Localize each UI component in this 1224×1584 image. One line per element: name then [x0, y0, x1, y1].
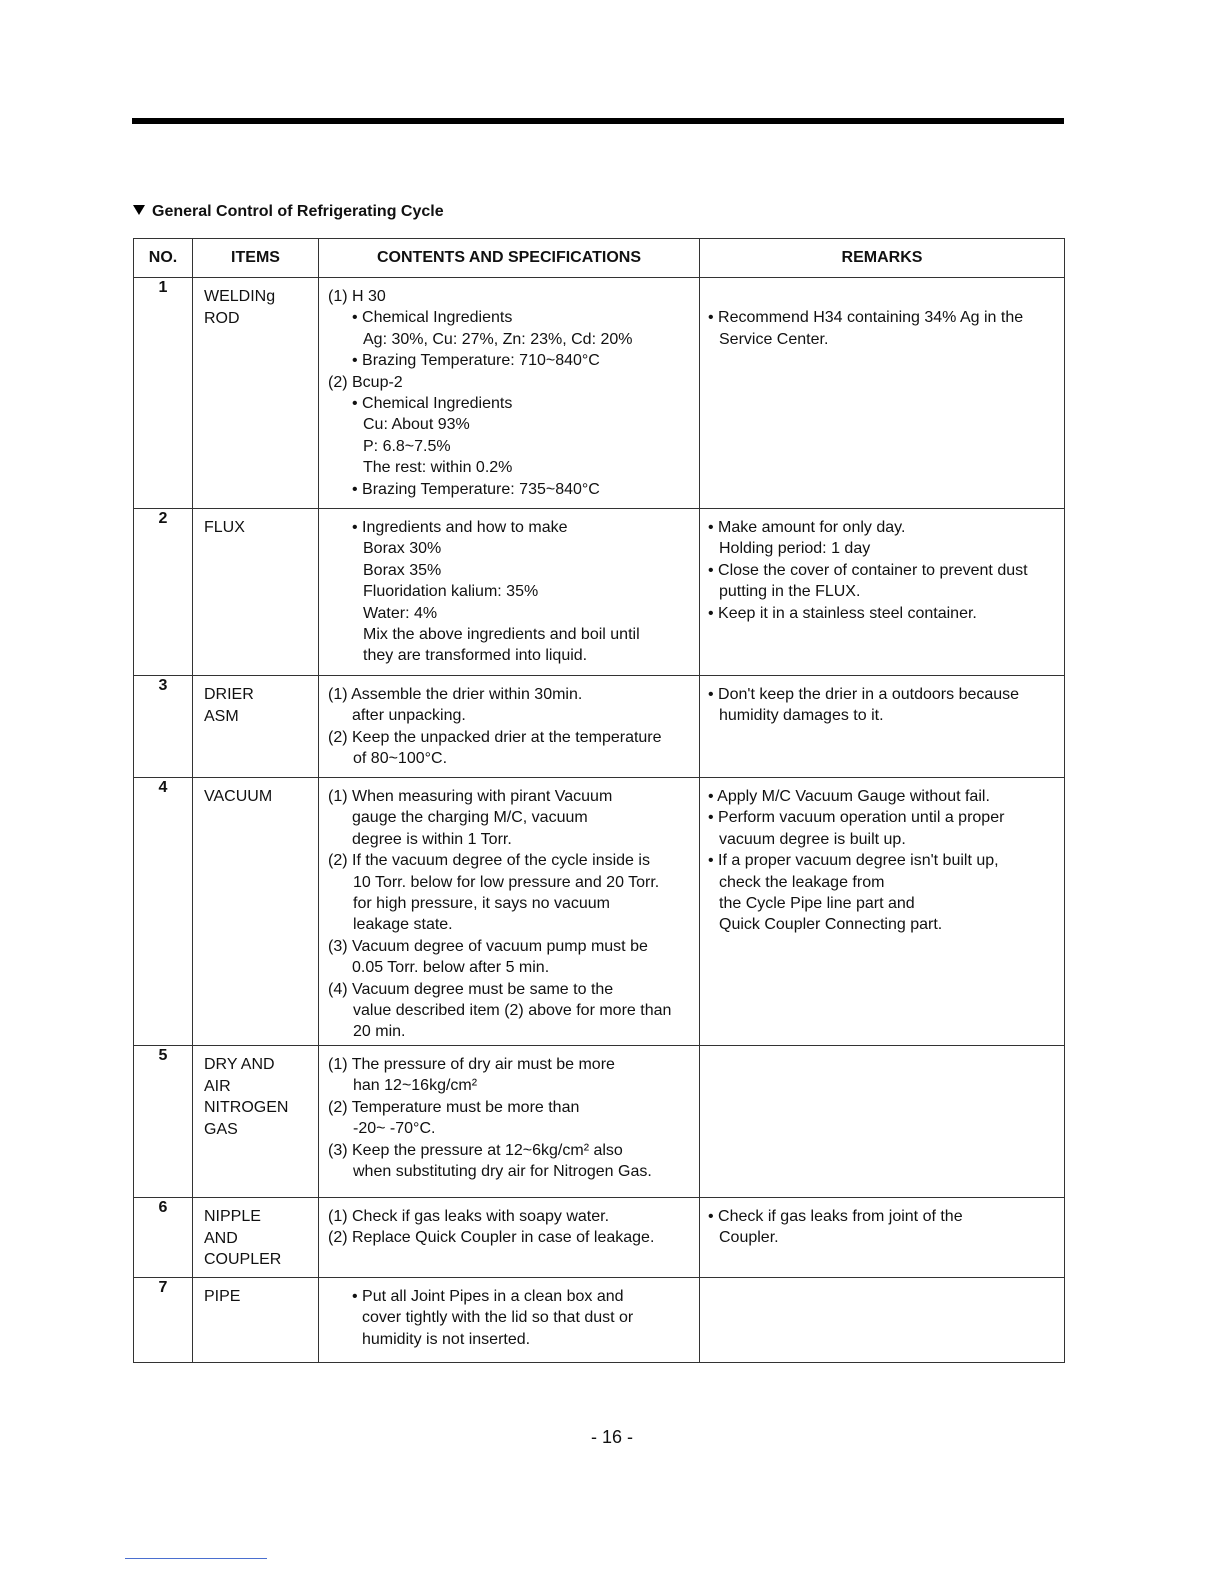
header-items: ITEMS	[193, 239, 319, 278]
row-remarks	[700, 278, 1065, 509]
contents-line: humidity is not inserted.	[362, 1330, 531, 1348]
row-number: 3	[134, 676, 193, 778]
contents-line: (4) Vacuum degree must be same to the	[328, 980, 614, 998]
row-remarks	[700, 676, 1065, 778]
item-line: FLUX	[204, 519, 245, 536]
remark-line: • Make amount for only day.	[708, 519, 906, 536]
contents-line: (3) Keep the pressure at 12~6kg/cm² also	[328, 1141, 623, 1159]
remark-line: • Apply M/C Vacuum Gauge without fail.	[708, 788, 990, 805]
table-row	[134, 1046, 1065, 1198]
remark-line: • Close the cover of container to prevent dust	[708, 561, 1028, 579]
row-contents	[319, 1046, 700, 1198]
contents-line: (1) When measuring with pirant Vacuum	[328, 788, 613, 805]
contents-line: P: 6.8~7.5%	[363, 437, 451, 455]
section-title-text: General Control of Refrigerating Cycle	[152, 203, 444, 220]
contents-line: • Chemical Ingredients	[352, 395, 513, 413]
table-body	[134, 278, 1065, 1363]
row-contents	[319, 1198, 700, 1278]
remark-line: • Perform vacuum operation until a proper	[708, 809, 1005, 827]
remark-line: humidity damages to it.	[719, 707, 884, 725]
row-item	[193, 509, 319, 676]
contents-line: (1) The pressure of dry air must be more	[328, 1056, 615, 1073]
row-item	[193, 278, 319, 509]
remark-line: • Check if gas leaks from joint of the	[708, 1208, 963, 1225]
contents-line: 20 min.	[353, 1023, 406, 1041]
contents-line: (1) Assemble the drier within 30min.	[328, 686, 583, 703]
contents-line: Cu: About 93%	[363, 416, 470, 434]
contents-line: The rest: within 0.2%	[363, 459, 513, 477]
section-title	[133, 203, 444, 221]
table-row	[134, 778, 1065, 1046]
remark-line: • If a proper vacuum degree isn't built up,	[708, 852, 999, 870]
table-row	[134, 278, 1065, 509]
contents-line: gauge the charging M/C, vacuum	[352, 809, 588, 827]
row-item	[193, 1198, 319, 1278]
row-remarks	[700, 1198, 1065, 1278]
contents-line: Ag: 30%, Cu: 27%, Zn: 23%, Cd: 20%	[363, 330, 633, 348]
contents-line: • Chemical Ingredients	[352, 309, 513, 327]
contents-line: they are transformed into liquid.	[363, 647, 588, 665]
item-line: NITROGEN	[204, 1099, 289, 1116]
row-number: 1	[134, 278, 193, 509]
contents-line: Water: 4%	[363, 604, 438, 622]
row-number: 5	[134, 1046, 193, 1198]
row-item	[193, 778, 319, 1046]
row-remarks	[700, 778, 1065, 1046]
contents-line: (2) If the vacuum degree of the cycle inside is	[328, 852, 650, 870]
row-remarks	[700, 1046, 1065, 1198]
header-contents: CONTENTS AND SPECIFICATIONS	[319, 239, 700, 278]
contents-line: • Ingredients and how to make	[352, 519, 568, 536]
contents-line: • Brazing Temperature: 735~840°C	[352, 480, 600, 498]
contents-line: of 80~100°C.	[353, 750, 448, 768]
table-row	[134, 509, 1065, 676]
contents-line: (2) Bcup-2	[328, 373, 403, 391]
item-line: ASM	[204, 707, 239, 725]
spec-table	[133, 238, 1065, 1363]
item-line: COUPLER	[204, 1251, 282, 1268]
item-line: NIPPLE	[204, 1208, 261, 1225]
item-line: DRIER	[204, 686, 254, 703]
item-line: AND	[204, 1229, 238, 1247]
row-contents	[319, 509, 700, 676]
contents-line: • Put all Joint Pipes in a clean box and	[352, 1288, 624, 1305]
contents-line: cover tightly with the lid so that dust or	[362, 1309, 634, 1327]
contents-line: Fluoridation kalium: 35%	[363, 583, 539, 601]
contents-line: degree is within 1 Torr.	[352, 830, 512, 848]
table-row	[134, 1198, 1065, 1278]
contents-line: 0.05 Torr. below after 5 min.	[352, 959, 550, 977]
contents-line: after unpacking.	[352, 707, 466, 725]
remark-line: Quick Coupler Connecting part.	[719, 916, 943, 934]
contents-line: leakage state.	[353, 916, 453, 934]
item-line: VACUUM	[204, 788, 273, 805]
remark-line: • Recommend H34 containing 34% Ag in the	[708, 309, 1024, 327]
item-line: WELDINg	[204, 288, 276, 305]
contents-line: (1) H 30	[328, 288, 386, 305]
contents-line: for high pressure, it says no vacuum	[353, 895, 611, 913]
row-number: 7	[134, 1278, 193, 1363]
contents-line: (3) Vacuum degree of vacuum pump must be	[328, 937, 648, 955]
contents-line: • Brazing Temperature: 710~840°C	[352, 352, 600, 370]
item-line: AIR	[204, 1077, 231, 1095]
contents-line: -20~ -70°C.	[353, 1120, 436, 1138]
remark-line: putting in the FLUX.	[719, 583, 861, 601]
item-line: ROD	[204, 309, 240, 327]
table-header-row	[134, 239, 1065, 278]
contents-line: when substituting dry air for Nitrogen Gas.	[353, 1163, 652, 1181]
table-row	[134, 1278, 1065, 1363]
row-contents	[319, 1278, 700, 1363]
contents-line: 10 Torr. below for low pressure and 20 Torr.	[353, 873, 660, 891]
top-rule	[132, 118, 1064, 124]
item-line: PIPE	[204, 1288, 241, 1305]
table-row	[134, 676, 1065, 778]
row-item	[193, 676, 319, 778]
remark-line: Service Center.	[719, 330, 829, 348]
contents-line: Mix the above ingredients and boil until	[363, 626, 640, 644]
remark-line: the Cycle Pipe line part and	[719, 895, 915, 913]
row-item	[193, 1278, 319, 1363]
header-no: NO.	[134, 239, 193, 278]
triangle-down-icon	[133, 205, 145, 215]
item-line: DRY AND	[204, 1056, 275, 1073]
remark-line: Coupler.	[719, 1229, 779, 1247]
row-number: 6	[134, 1198, 193, 1278]
remark-line: check the leakage from	[719, 873, 885, 891]
contents-line: (2) Keep the unpacked drier at the temperature	[328, 728, 662, 746]
row-number: 2	[134, 509, 193, 676]
bottom-link-underline	[125, 1558, 267, 1559]
header-remarks: REMARKS	[700, 239, 1065, 278]
contents-line: (1) Check if gas leaks with soapy water.	[328, 1208, 610, 1225]
contents-line: (2) Replace Quick Coupler in case of leakage.	[328, 1229, 655, 1247]
contents-line: Borax 35%	[363, 561, 442, 579]
remark-line: vacuum degree is built up.	[719, 830, 906, 848]
remark-line: • Keep it in a stainless steel container.	[708, 604, 977, 622]
row-number: 4	[134, 778, 193, 1046]
item-line: GAS	[204, 1120, 238, 1138]
remark-line: • Don't keep the drier in a outdoors because	[708, 686, 1020, 703]
contents-line: value described item (2) above for more than	[353, 1002, 672, 1020]
row-remarks	[700, 509, 1065, 676]
row-item	[193, 1046, 319, 1198]
row-contents	[319, 278, 700, 509]
page-number: - 16 -	[590, 1427, 633, 1447]
contents-line: (2) Temperature must be more than	[328, 1098, 580, 1116]
remark-line: Holding period: 1 day	[719, 540, 871, 558]
row-contents	[319, 778, 700, 1046]
contents-line: han 12~16kg/cm²	[353, 1077, 478, 1095]
row-remarks	[700, 1278, 1065, 1363]
contents-line: Borax 30%	[363, 540, 442, 558]
row-contents	[319, 676, 700, 778]
